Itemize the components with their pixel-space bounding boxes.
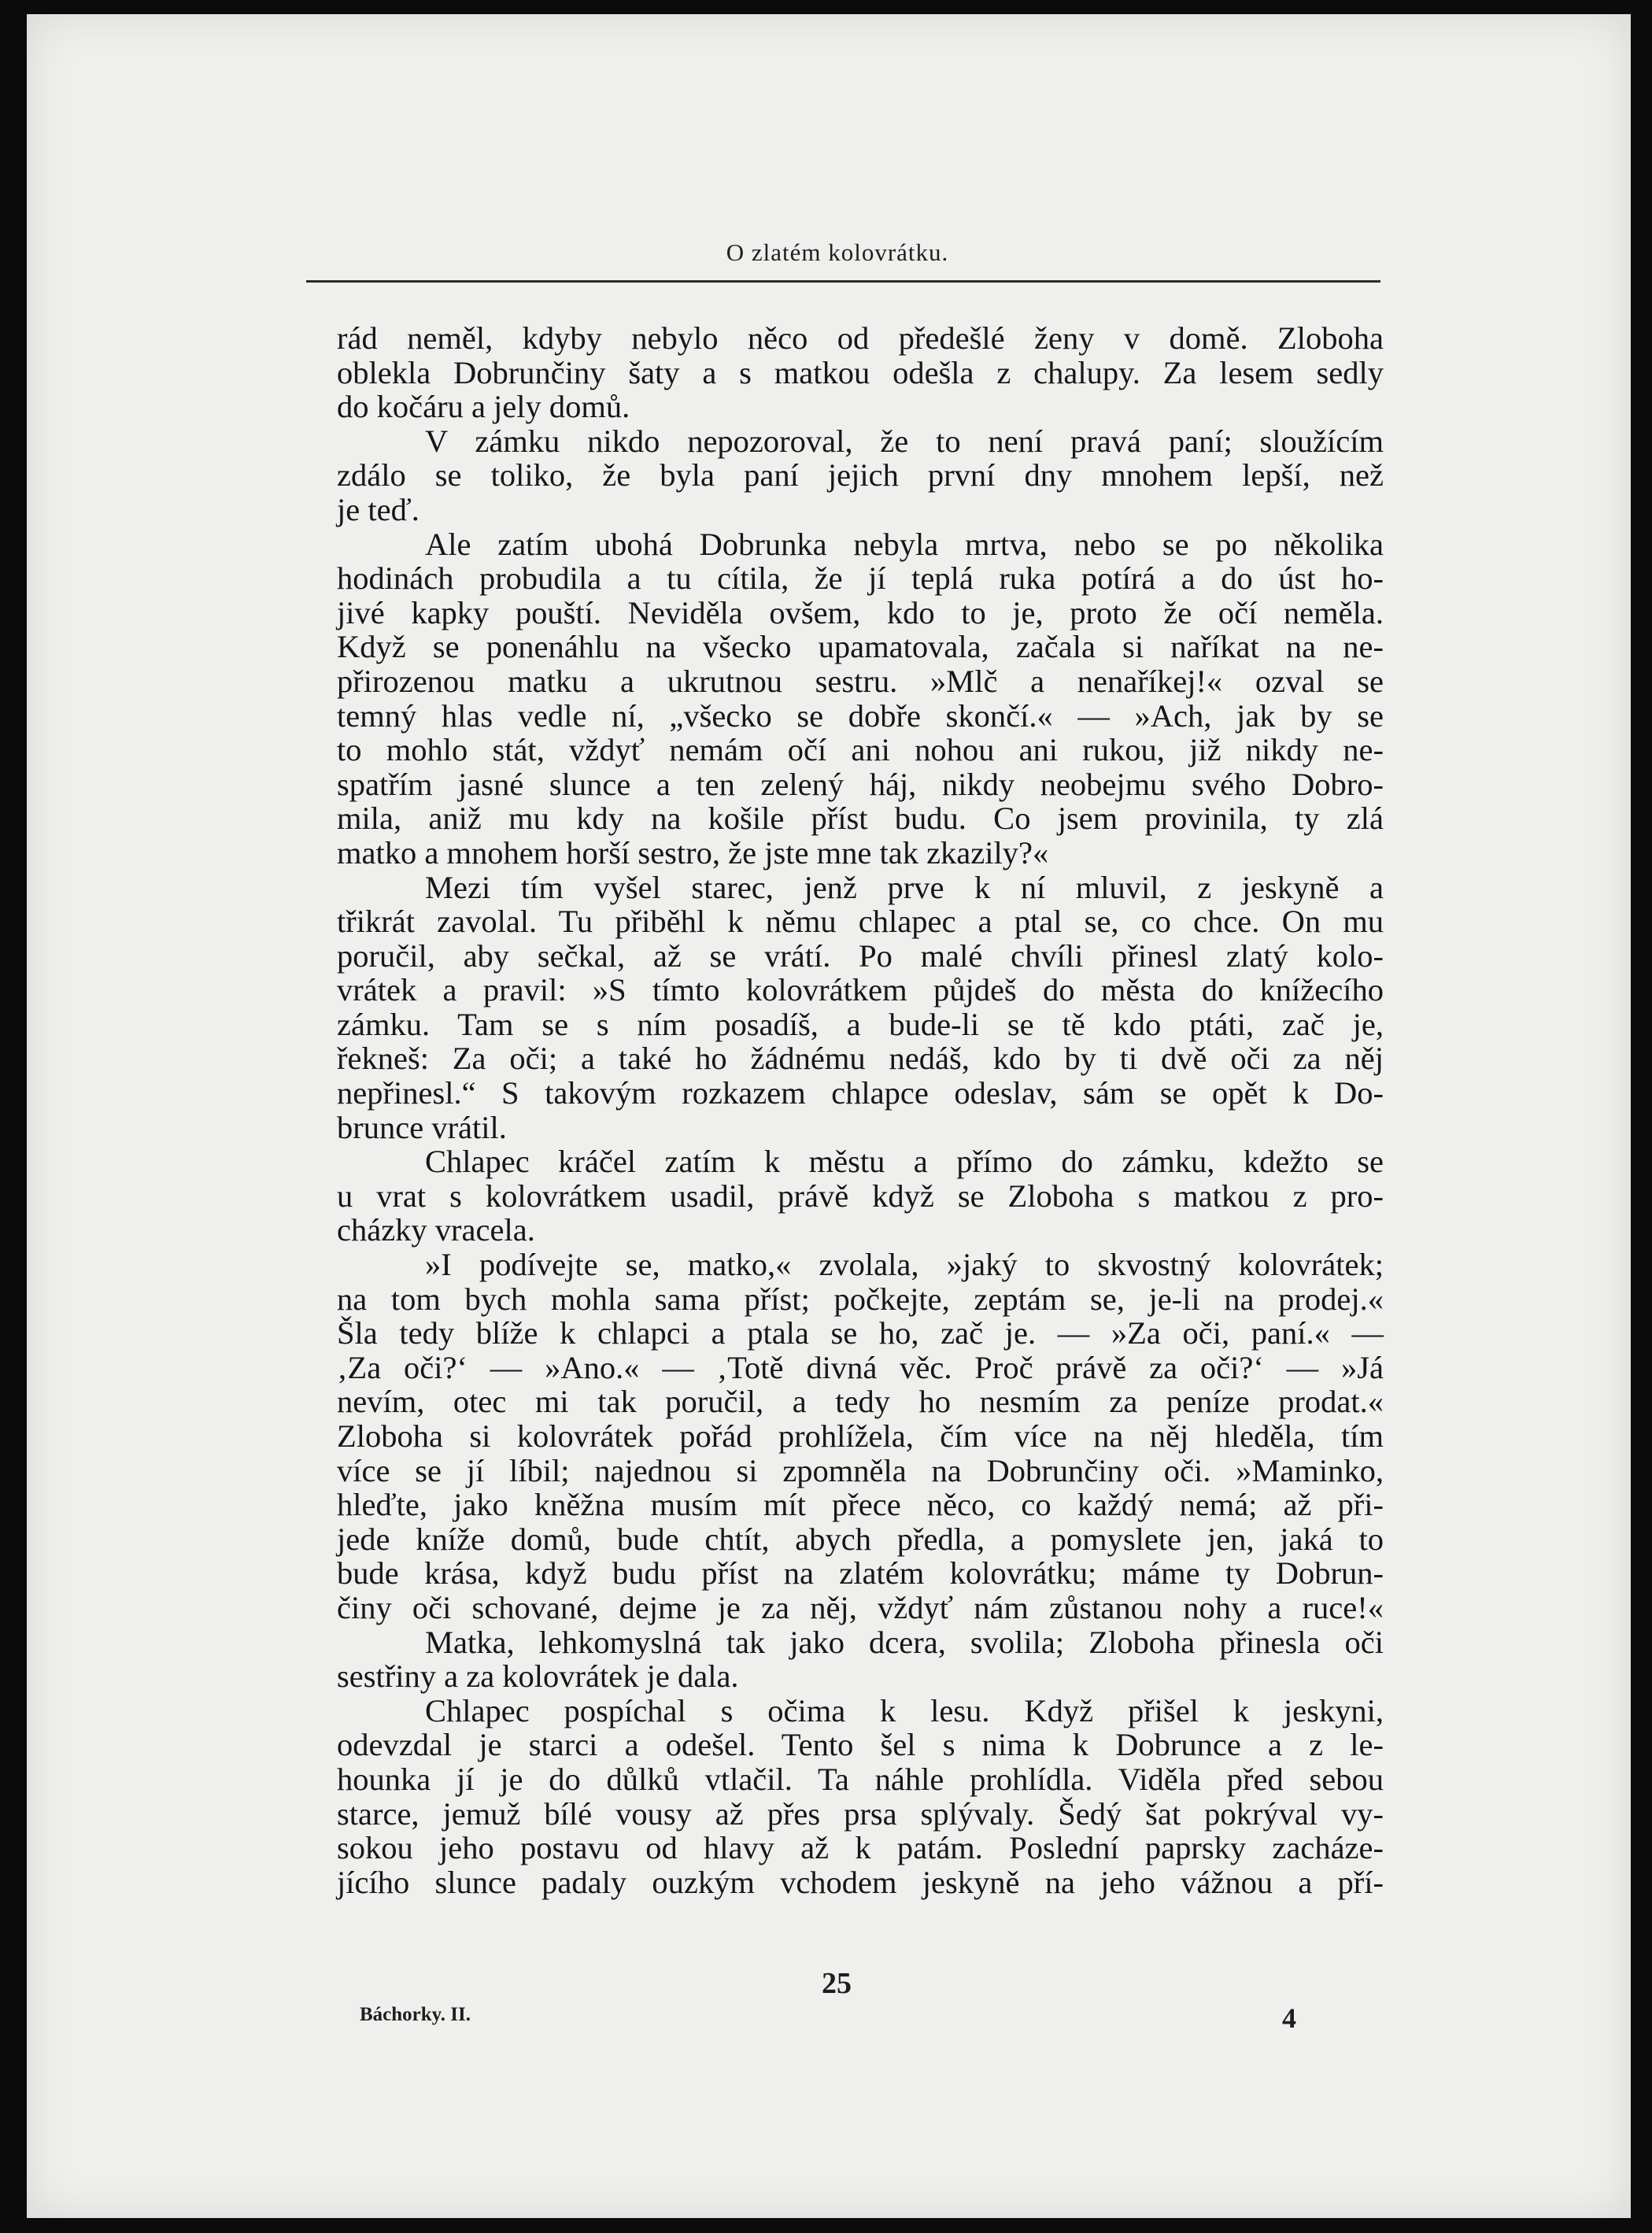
text-line: brunce vrátil. — [337, 1109, 507, 1145]
text-line: Mezi tím vyšel starec, jenž prve k ní mluvil, z jeskyně a — [425, 869, 1384, 905]
text-line: Chlapec kráčel zatím k městu a přímo do zámku, kdežto se — [425, 1144, 1384, 1180]
text-line: hounka jí je do důlků vtlačil. Ta náhle prohlídla. Viděla před sebou — [337, 1761, 1384, 1797]
text-line: odevzdal je starci a odešel. Tento šel s nima k Dobrunce a z le- — [337, 1727, 1384, 1763]
body-text — [337, 321, 1384, 1899]
text-line: Šla tedy blíže k chlapci a ptala se ho, zač je. — »Za oči, paní.« — — [337, 1315, 1384, 1351]
text-line: na tom bych mohla sama příst; počkejte, zeptám se, je-li na prodej.« — [337, 1281, 1384, 1317]
text-line: nevím, otec mi tak poručil, a tedy ho nesmím za peníze prodat.« — [337, 1384, 1384, 1420]
printer-signature: Báchorky. II. — [360, 2004, 471, 2025]
text-line: hodinách probudila a tu cítila, že jí teplá ruka potírá a do úst ho- — [337, 560, 1384, 597]
text-line: matko a mnohem horší sestro, že jste mne tak zkazily?« — [337, 834, 1049, 871]
text-line: Matka, lehkomyslná tak jako dcera, svolila; Zloboha přinesla oči — [425, 1624, 1384, 1660]
text-line: sokou jeho postavu od hlavy až k patám. Poslední paprsky zacháze- — [337, 1830, 1384, 1866]
text-line: zámku. Tam se s ním posadíš, a bude-li se tě kdo ptáti, zač je, — [337, 1006, 1384, 1042]
text-line: cházky vracela. — [337, 1212, 535, 1248]
text-line: V zámku nikdo nepozoroval, že to není pravá paní; sloužícím — [425, 423, 1384, 459]
text-line: bude krása, když budu příst na zlatém kolovrátku; máme ty Dobrun- — [337, 1555, 1384, 1592]
text-line: Když se ponenáhlu na všecko upamatovala, začala si naříkat na ne- — [337, 629, 1384, 665]
text-line: poručil, aby sečkal, až se vrátí. Po malé chvíli přinesl zlatý kolo- — [337, 937, 1384, 974]
running-header: O zlatém kolovrátku. — [726, 238, 949, 266]
text-line: u vrat s kolovrátkem usadil, právě když se Zloboha s matkou z pro- — [337, 1178, 1384, 1214]
text-line: oblekla Dobrunčiny šaty a s matkou odešla z chalupy. Za lesem sedly — [337, 354, 1384, 390]
page-number: 25 — [822, 1967, 852, 2000]
text-line: činy oči schované, dejme je za něj, vždyť nám zůstanou nohy a ruce!« — [337, 1589, 1384, 1625]
book-page — [27, 14, 1631, 2218]
text-line: mila, aniž mu kdy na košile příst budu. Co jsem provinila, ty zlá — [337, 800, 1384, 837]
text-line: zdálo se toliko, že byla paní jejich první dny mnohem lepší, než — [337, 457, 1384, 494]
text-line: ‚Za oči?‘ — »Ano.« — ‚Totě divná věc. Proč právě za oči?‘ — »Já — [337, 1349, 1384, 1385]
text-line: hleďte, jako kněžna musím mít přece něco, co každý nemá; až při- — [337, 1487, 1384, 1523]
text-line: přirozenou matku a ukrutnou sestru. »Mlč a nenaříkej!« ozval se — [337, 663, 1384, 699]
text-line: starce, jemuž bílé vousy až přes prsa splývaly. Šedý šat pokrýval vy- — [337, 1795, 1384, 1832]
text-line: jícího slunce padaly ouzkým vchodem jeskyně na jeho vážnou a pří- — [337, 1864, 1384, 1900]
text-line: jivé kapky pouští. Neviděla ovšem, kdo to je, proto že očí neměla. — [337, 594, 1384, 630]
text-line: spatřím jasné slunce a ten zelený háj, nikdy neobejmu svého Dobro- — [337, 766, 1384, 802]
header-rule — [306, 280, 1380, 283]
text-line: je teď. — [337, 491, 419, 527]
text-line: »I podívejte se, matko,« zvolala, »jaký to skvostný kolovrátek; — [425, 1247, 1384, 1283]
text-line: řekneš: Za oči; a také ho žádnému nedáš, kdo by ti dvě oči za něj — [337, 1041, 1384, 1077]
text-line: více se jí líbil; najednou si zpomněla na Dobrunčiny oči. »Maminko, — [337, 1452, 1384, 1488]
text-line: temný hlas vedle ní, „všecko se dobře skončí.« — »Ach, jak by se — [337, 697, 1384, 734]
sheet-number: 4 — [1282, 2002, 1296, 2034]
text-line: nepřinesl.“ S takovým rozkazem chlapce odeslav, sám se opět k Do- — [337, 1075, 1384, 1111]
text-line: to mohlo stát, vždyť nemám očí ani nohou ani rukou, již nikdy ne- — [337, 732, 1384, 768]
text-line: vrátek a pravil: »S tímto kolovrátkem půjdeš do města do knížecího — [337, 972, 1384, 1008]
text-line: Chlapec pospíchal s očima k lesu. Když přišel k jeskyni, — [425, 1692, 1384, 1728]
text-line: sestřiny a za kolovrátek je dala. — [337, 1658, 739, 1695]
text-line: jede kníže domů, bude chtít, abych předla, a pomyslete jen, jaká to — [337, 1521, 1384, 1557]
text-line: rád neměl, kdyby nebylo něco od předešlé ženy v domě. Zloboha — [337, 320, 1384, 356]
text-line: do kočáru a jely domů. — [337, 389, 630, 425]
text-line: třikrát zavolal. Tu přiběhl k němu chlapec a ptal se, co chce. On mu — [337, 904, 1384, 940]
text-line: Ale zatím ubohá Dobrunka nebyla mrtva, nebo se po několika — [425, 526, 1384, 562]
text-line: Zloboha si kolovrátek pořád prohlížela, čím více na něj hleděla, tím — [337, 1418, 1384, 1454]
